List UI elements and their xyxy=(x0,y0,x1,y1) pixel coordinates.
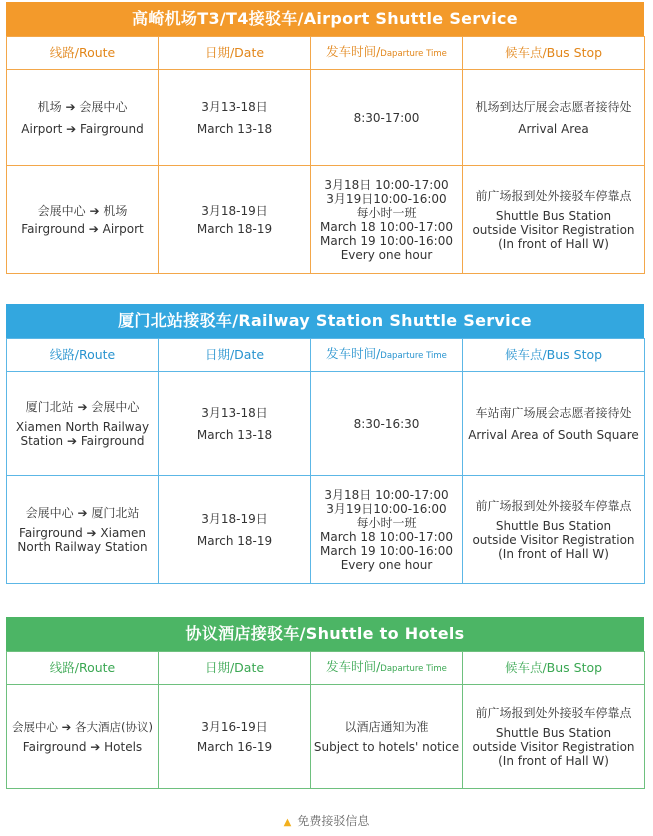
header-route: 线路/Route xyxy=(7,652,159,685)
hotel-shuttle-table xyxy=(6,651,645,789)
stop-cell: 前广场报到处外接驳车停靠点 Shuttle Bus Station outside Visitor Registration (In front of Hall W) xyxy=(463,166,645,274)
hotel-shuttle-section xyxy=(6,617,644,789)
date-cell: 3月18-19日 March 18-19 xyxy=(159,476,311,584)
table-row xyxy=(7,476,645,584)
route-cell: 会展中心 ➔ 机场 Fairground ➔ Airport xyxy=(7,166,159,274)
airport-shuttle-table xyxy=(6,36,645,274)
section-title: 高崎机场T3/T4接驳车/Airport Shuttle Service xyxy=(6,2,644,36)
header-route: 线路/Route xyxy=(7,37,159,70)
header-route: 线路/Route xyxy=(7,339,159,372)
stop-cell: 前广场报到处外接驳车停靠点 Shuttle Bus Station outside Visitor Registration (In front of Hall W) xyxy=(463,476,645,584)
header-stop: 候车点/Bus Stop xyxy=(463,37,645,70)
section-title: 协议酒店接驳车/Shuttle to Hotels xyxy=(6,617,644,651)
stop-cell: 车站南广场展会志愿者接待处 Arrival Area of South Square xyxy=(463,372,645,476)
table-row xyxy=(7,166,645,274)
stop-cell: 前广场报到处外接驳车停靠点 Shuttle Bus Station outside Visitor Registration (In front of Hall W) xyxy=(463,685,645,789)
table-header-row xyxy=(7,37,645,70)
table-row xyxy=(7,372,645,476)
route-cell: 厦门北站 ➔ 会展中心 Xiamen North Railway Station ➔ Fairground xyxy=(7,372,159,476)
date-cell: 3月16-19日 March 16-19 xyxy=(159,685,311,789)
header-stop: 候车点/Bus Stop xyxy=(463,339,645,372)
date-cell: 3月13-18日 March 13-18 xyxy=(159,372,311,476)
triangle-icon: ▲ xyxy=(283,817,292,828)
table-header-row xyxy=(7,339,645,372)
header-date: 日期/Date xyxy=(159,652,311,685)
header-date: 日期/Date xyxy=(159,339,311,372)
time-cell: 3月18日 10:00-17:00 3月19日10:00-16:00 每小时一班 March 18 10:00-17:00 March 19 10:00-16:00 Every one hour xyxy=(311,166,463,274)
header-time: 发车时间/Daparture Time xyxy=(311,339,463,372)
route-cell: 会展中心 ➔ 厦门北站 Fairground ➔ Xiamen North Railway Station xyxy=(7,476,159,584)
caption-text: 免费接驳信息 xyxy=(297,814,370,828)
route-cell: 机场 ➔ 会展中心 Airport ➔ Fairground xyxy=(7,70,159,166)
section-title: 厦门北站接驳车/Railway Station Shuttle Service xyxy=(6,304,644,338)
railway-shuttle-section xyxy=(6,304,644,584)
table-row xyxy=(7,685,645,789)
time-cell: 8:30-16:30 xyxy=(311,372,463,476)
date-cell: 3月18-19日 March 18-19 xyxy=(159,166,311,274)
date-cell: 3月13-18日 March 13-18 xyxy=(159,70,311,166)
route-cell: 会展中心 ➔ 各大酒店(协议) Fairground ➔ Hotels xyxy=(7,685,159,789)
header-stop: 候车点/Bus Stop xyxy=(463,652,645,685)
table-header-row xyxy=(7,652,645,685)
stop-cell: 机场到达厅展会志愿者接待处 Arrival Area xyxy=(463,70,645,166)
railway-shuttle-table xyxy=(6,338,645,584)
time-cell: 8:30-17:00 xyxy=(311,70,463,166)
time-cell: 以酒店通知为准 Subject to hotels' notice xyxy=(311,685,463,789)
header-date: 日期/Date xyxy=(159,37,311,70)
header-time: 发车时间/Daparture Time xyxy=(311,37,463,70)
caption xyxy=(0,812,653,829)
time-cell: 3月18日 10:00-17:00 3月19日10:00-16:00 每小时一班 March 18 10:00-17:00 March 19 10:00-16:00 Every one hour xyxy=(311,476,463,584)
header-time: 发车时间/Daparture Time xyxy=(311,652,463,685)
table-row xyxy=(7,70,645,166)
airport-shuttle-section xyxy=(6,2,644,274)
